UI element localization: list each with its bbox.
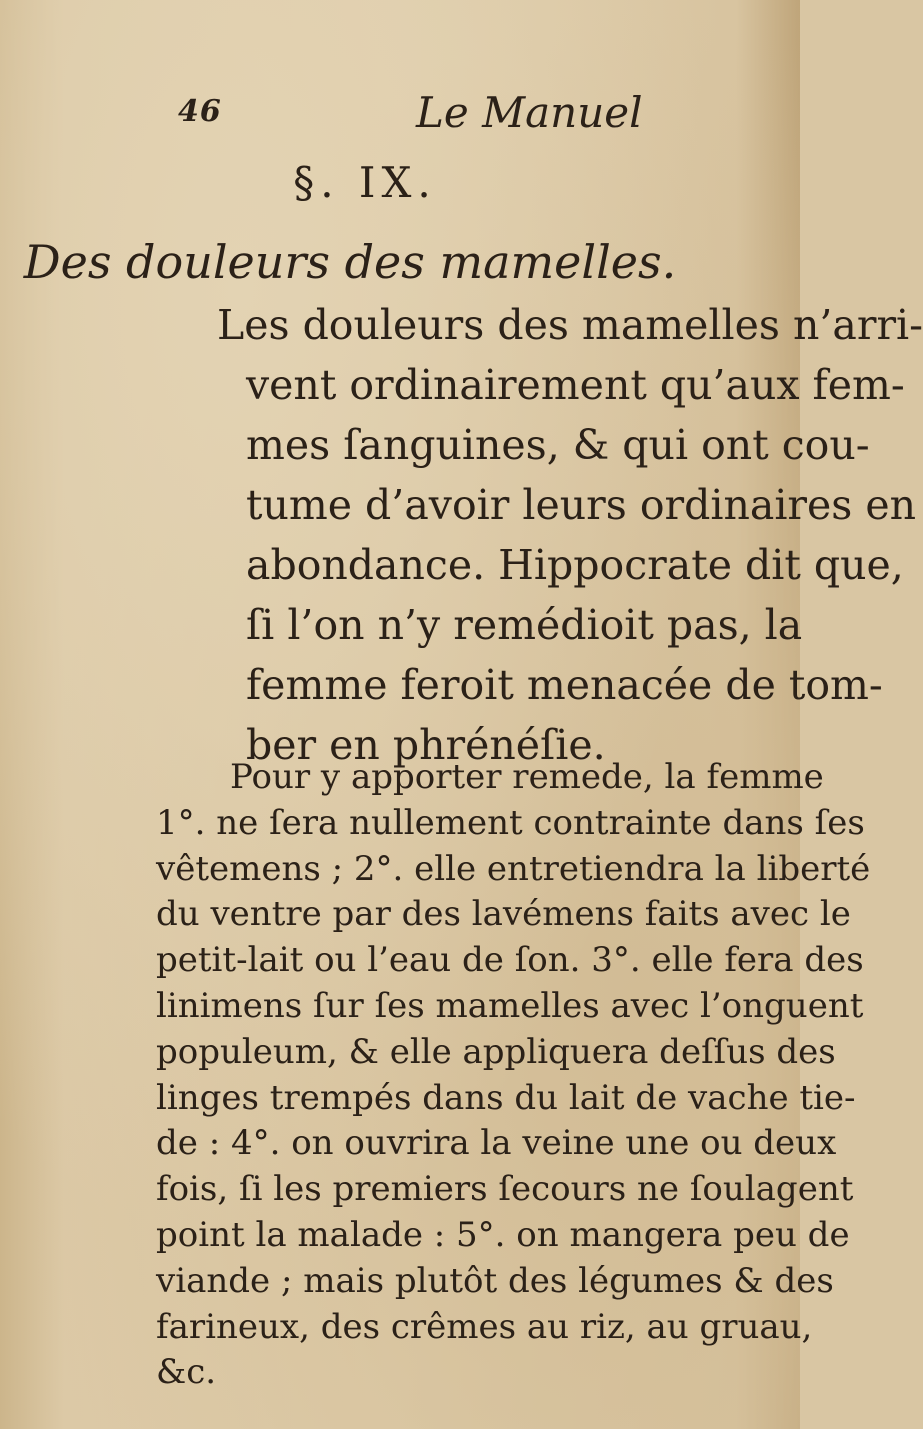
text-line: petit-lait ou l’eau de ſon. 3°. elle fera des — [156, 940, 864, 981]
text-line: &c. — [156, 1352, 217, 1393]
text-line: ber en phrénéſie. — [246, 721, 606, 769]
running-head — [178, 88, 738, 148]
text-line: viande ; mais plutôt des légumes & des — [156, 1260, 834, 1301]
text-line: 1°. ne ſera nullement contrainte dans ſes — [156, 802, 865, 843]
paragraph-two — [156, 755, 871, 1396]
running-title: Le Manuel — [416, 88, 643, 137]
page-number: 46 — [178, 94, 222, 129]
text-line: linimens ſur ſes mamelles avec l’onguent — [156, 985, 864, 1026]
paragraph-one — [200, 295, 923, 775]
text-line: Pour y apporter remede, la femme — [230, 757, 824, 797]
text-line: de : 4°. on ouvrira la veine une ou deux — [156, 1123, 837, 1164]
text-line: farineux, des crêmes au riz, au gruau, — [156, 1306, 813, 1347]
text-line: ſi l’on n’y remédioit pas, la — [246, 601, 803, 649]
text-line: fois, ſi les premiers ſecours ne ſoulagent — [156, 1169, 854, 1210]
text-line: tume d’avoir leurs ordinaires en — [246, 481, 917, 529]
text-line: vent ordinairement qu’aux fem- — [246, 361, 905, 409]
text-line: du ventre par des lavémens faits avec le — [156, 894, 851, 935]
text-line: vêtemens ; 2°. elle entretiendra la liberté — [156, 848, 871, 889]
text-line: populeum, & elle appliquera deſſus des — [156, 1031, 836, 1072]
text-line: mes ſanguines, & qui ont cou- — [246, 421, 870, 469]
section-title: Des douleurs des mamelles. — [23, 235, 677, 289]
section-number: §. IX. — [293, 158, 437, 207]
text-line: abondance. Hippocrate dit que, — [246, 541, 904, 589]
text-line: point la malade : 5°. on mangera peu de — [156, 1214, 850, 1255]
text-line: linges trempés dans du lait de vache tie- — [156, 1077, 856, 1118]
text-line: Les douleurs des mamelles n’arri- — [217, 301, 923, 349]
text-line: femme feroit menacée de tom- — [246, 661, 883, 709]
